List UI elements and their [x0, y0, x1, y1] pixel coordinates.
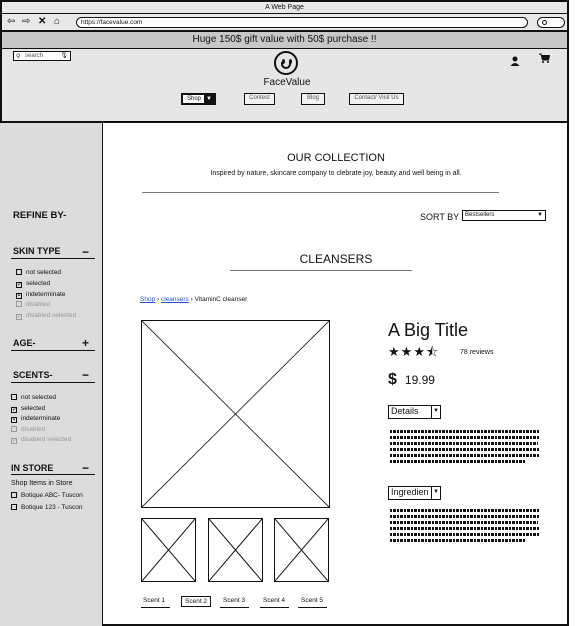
- skin-type-collapse-toggle[interactable]: −: [82, 245, 90, 259]
- checkbox-disabled-checked: ✓: [17, 314, 23, 320]
- logo-smile: [281, 62, 291, 69]
- nav-shop-label: Shop: [187, 96, 202, 102]
- product-price: [388, 371, 435, 389]
- mic-icon[interactable]: 🎙: [60, 53, 68, 59]
- checkbox-empty[interactable]: [11, 504, 17, 510]
- sort-select[interactable]: [462, 210, 546, 221]
- logo-smiley-icon[interactable]: [274, 51, 298, 75]
- skin-type-heading: SKIN TYPE: [13, 246, 61, 256]
- skin-type-option: ✓ disabled selected: [17, 312, 77, 320]
- search-placeholder: search: [25, 53, 44, 59]
- details-text: [390, 442, 538, 445]
- checkbox-checked[interactable]: ✓: [17, 282, 23, 288]
- checkbox-disabled: [11, 426, 17, 432]
- caret-down-icon: ▼: [431, 487, 440, 499]
- caret-down-icon: ▼: [204, 95, 214, 103]
- caret-down-icon: ▼: [431, 406, 440, 418]
- in-store-collapse-toggle[interactable]: −: [82, 461, 90, 475]
- store-option[interactable]: Botique ABC- Tuscon: [11, 492, 83, 499]
- checkbox-empty[interactable]: [11, 492, 17, 498]
- site-header: [2, 49, 567, 123]
- divider: [230, 270, 412, 271]
- details-dropdown[interactable]: [388, 405, 441, 419]
- window-title: A Web Page: [2, 2, 567, 14]
- close-icon[interactable]: ✕: [38, 16, 47, 27]
- checkbox-indeterminate[interactable]: ▪: [17, 293, 21, 299]
- scent-underline: [260, 607, 289, 608]
- scent-option[interactable]: not selected: [11, 394, 56, 402]
- cart-icon[interactable]: [539, 53, 550, 66]
- search-icon: [542, 20, 547, 25]
- search-input[interactable]: [13, 51, 71, 61]
- scent-option-3[interactable]: Scent 3: [223, 597, 246, 604]
- scent-option: disabled: [11, 426, 45, 434]
- scent-underline: [220, 607, 249, 608]
- product-thumbnail[interactable]: [208, 518, 263, 582]
- breadcrumb: Shop › cleansers › VitaminC cleanser: [140, 296, 248, 303]
- details-text: [390, 430, 540, 433]
- checkbox-empty[interactable]: [11, 394, 17, 400]
- star-rating: [388, 345, 439, 359]
- nav-shop-dropdown[interactable]: [181, 93, 216, 105]
- search-icon: ⚲: [16, 54, 21, 60]
- product-main-image[interactable]: [141, 320, 330, 508]
- collection-subtitle: Inspired by nature, skincare company to clebrate joy, beauty and well being in all.: [210, 170, 462, 177]
- breadcrumb-cleansers[interactable]: cleansers: [160, 296, 189, 303]
- scent-underline: [298, 607, 327, 608]
- scent-option-1[interactable]: Scent 1: [143, 597, 166, 604]
- product-thumbnail[interactable]: [141, 518, 196, 582]
- ingredients-label: Ingredien: [391, 487, 429, 497]
- checkbox-indeterminate[interactable]: ▪: [12, 417, 16, 423]
- star-icon: ★: [413, 344, 426, 359]
- scents-heading: SCENTS-: [13, 370, 53, 380]
- promo-banner: Huge 150$ gift value with 50$ purchase !!: [2, 32, 567, 49]
- details-text: [390, 436, 540, 439]
- skin-type-option[interactable]: ▪ indeterminate: [17, 291, 66, 299]
- section-divider: [11, 474, 95, 475]
- section-divider: [11, 350, 95, 351]
- details-text: [390, 460, 525, 463]
- divider: [142, 192, 499, 193]
- age-heading: AGE-: [13, 338, 36, 348]
- user-icon[interactable]: [510, 53, 520, 71]
- ingredients-dropdown[interactable]: [388, 486, 441, 500]
- product-thumbnail[interactable]: [274, 518, 329, 582]
- collection-title: OUR COLLECTION: [287, 152, 385, 164]
- details-text: [390, 448, 540, 451]
- ingredients-text: [390, 527, 540, 530]
- skin-type-option: disabled: [16, 301, 50, 309]
- breadcrumb-current: VitaminC cleanser: [194, 296, 248, 303]
- price-amount: 19.99: [404, 373, 435, 387]
- store-option[interactable]: Botique 123 - Tuscon: [11, 504, 82, 511]
- reviews-count[interactable]: 78 reviews: [460, 349, 494, 356]
- checkbox-empty[interactable]: [16, 269, 22, 275]
- ingredients-text: [390, 509, 540, 512]
- ingredients-text: [390, 521, 538, 524]
- browser-toolbar: [2, 14, 567, 32]
- scent-option-2-selected[interactable]: Scent 2: [181, 596, 211, 607]
- ingredients-text: [390, 539, 526, 542]
- ingredients-text: [390, 533, 540, 536]
- half-star-icon: ⯪: [425, 344, 440, 359]
- main-content: [105, 123, 567, 626]
- section-divider: [11, 258, 95, 259]
- in-store-heading: IN STORE: [11, 463, 54, 473]
- browser-search[interactable]: [537, 17, 565, 28]
- logo-text[interactable]: FaceValue: [263, 77, 311, 88]
- scent-option-4[interactable]: Scent 4: [263, 597, 286, 604]
- checkbox-disabled: [16, 301, 22, 307]
- skin-type-option[interactable]: ✓ selected: [17, 280, 51, 288]
- product-title: A Big Title: [388, 320, 469, 340]
- scent-underline: [141, 607, 170, 608]
- nav-contact[interactable]: Contact/ Visit Us: [349, 93, 404, 105]
- star-icon: ★: [400, 344, 414, 359]
- url-field[interactable]: https://facevalue.com: [76, 17, 528, 28]
- sort-by-label: SORT BY: [420, 212, 460, 222]
- age-expand-toggle[interactable]: +: [82, 336, 90, 350]
- category-title: CLEANSERS: [299, 252, 373, 266]
- scent-option-5[interactable]: Scent 5: [301, 597, 324, 604]
- in-store-subtitle: Shop Items in Store: [11, 480, 73, 487]
- home-icon[interactable]: ⌂: [54, 16, 61, 27]
- checkbox-disabled-checked: ✓: [12, 438, 18, 444]
- checkbox-checked[interactable]: ✓: [12, 407, 18, 413]
- scent-option: ✓ disabled selected: [12, 436, 72, 444]
- scents-collapse-toggle[interactable]: −: [82, 368, 90, 382]
- nav-blog[interactable]: Blog: [301, 93, 325, 105]
- caret-down-icon: ▼: [537, 212, 543, 218]
- ingredients-text: [390, 515, 540, 518]
- scent-option[interactable]: ✓ selected: [12, 405, 46, 413]
- refine-by-heading: REFINE BY-: [13, 210, 67, 221]
- details-label: Details: [391, 406, 419, 416]
- star-icon: ★: [388, 344, 401, 359]
- forward-icon[interactable]: ⇨: [22, 16, 31, 27]
- sort-value: Bestsellers: [465, 212, 495, 218]
- currency-symbol: $: [388, 371, 397, 388]
- breadcrumb-shop[interactable]: Shop: [140, 296, 156, 303]
- nav-contest[interactable]: Contest: [244, 93, 275, 105]
- section-divider: [11, 382, 95, 383]
- back-icon[interactable]: ⇦: [7, 16, 16, 27]
- skin-type-option[interactable]: not selected: [16, 269, 61, 277]
- details-text: [390, 454, 540, 457]
- filter-sidebar: [0, 123, 103, 626]
- scent-option[interactable]: ▪ indeterminate: [12, 415, 61, 423]
